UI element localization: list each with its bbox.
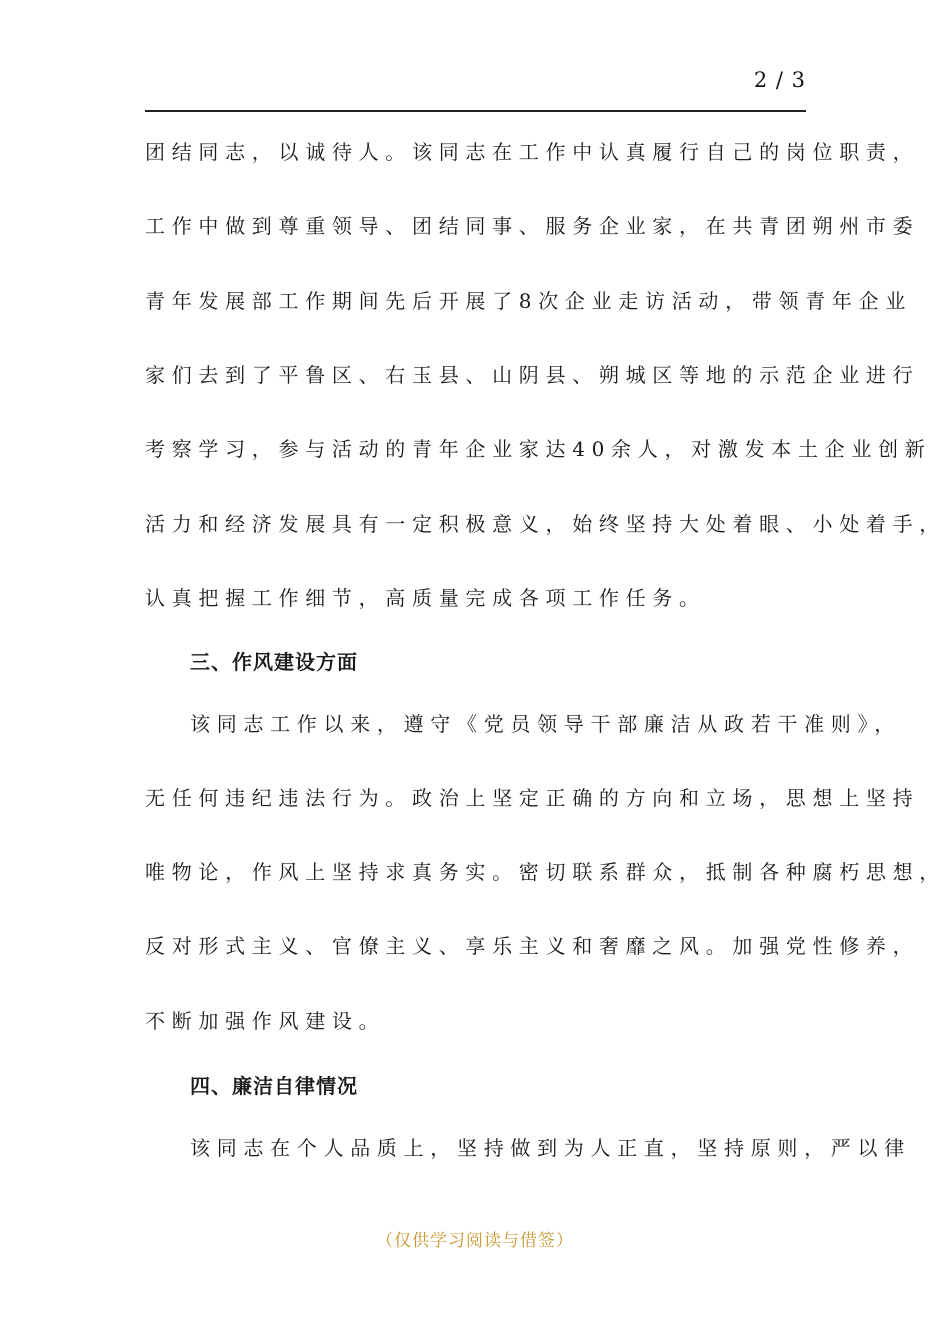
paragraph-line: 无任何违纪违法行为。政治上坚定正确的方向和立场，思想上坚持 [145, 786, 920, 810]
paragraph-line: 该同志在个人品质上，坚持做到为人正直，坚持原则，严以律 [190, 1136, 911, 1160]
paragraph-line: 团结同志，以诚待人。该同志在工作中认真履行自己的岗位职责， [145, 140, 920, 164]
header-divider [145, 110, 806, 112]
paragraph-line: 家们去到了平鲁区、右玉县、山阴县、朔城区等地的示范企业进行 [145, 363, 920, 387]
paragraph-line: 认真把握工作细节，高质量完成各项工作任务。 [145, 586, 706, 610]
page-header [145, 60, 806, 112]
paragraph-line: 该同志工作以来，遵守《党员领导干部廉洁从政若干准则》， [190, 712, 901, 736]
paragraph-line: 不断加强作风建设。 [145, 1009, 386, 1033]
section-heading-integrity: 四、廉洁自律情况 [190, 1074, 358, 1098]
paragraph-line: 唯物论，作风上坚持求真务实。密切联系群众，抵制各种腐朽思想， [145, 860, 946, 884]
paragraph-line: 工作中做到尊重领导、团结同事、服务企业家，在共青团朔州市委 [145, 214, 920, 238]
paragraph-line: 活力和经济发展具有一定积极意义，始终坚持大处着眼、小处着手， [145, 512, 946, 536]
paragraph-line: 青年发展部工作期间先后开展了8次企业走访活动，带领青年企业 [145, 289, 913, 313]
footer-note: （仅供学习阅读与借签） [376, 1231, 574, 1251]
paragraph-line: 考察学习，参与活动的青年企业家达40余人，对激发本土企业创新 [145, 437, 932, 461]
paragraph-line: 反对形式主义、官僚主义、享乐主义和奢靡之风。加强党性修养， [145, 934, 920, 958]
section-heading-conduct: 三、作风建设方面 [190, 650, 358, 674]
page-number: 2 / 3 [753, 68, 806, 92]
